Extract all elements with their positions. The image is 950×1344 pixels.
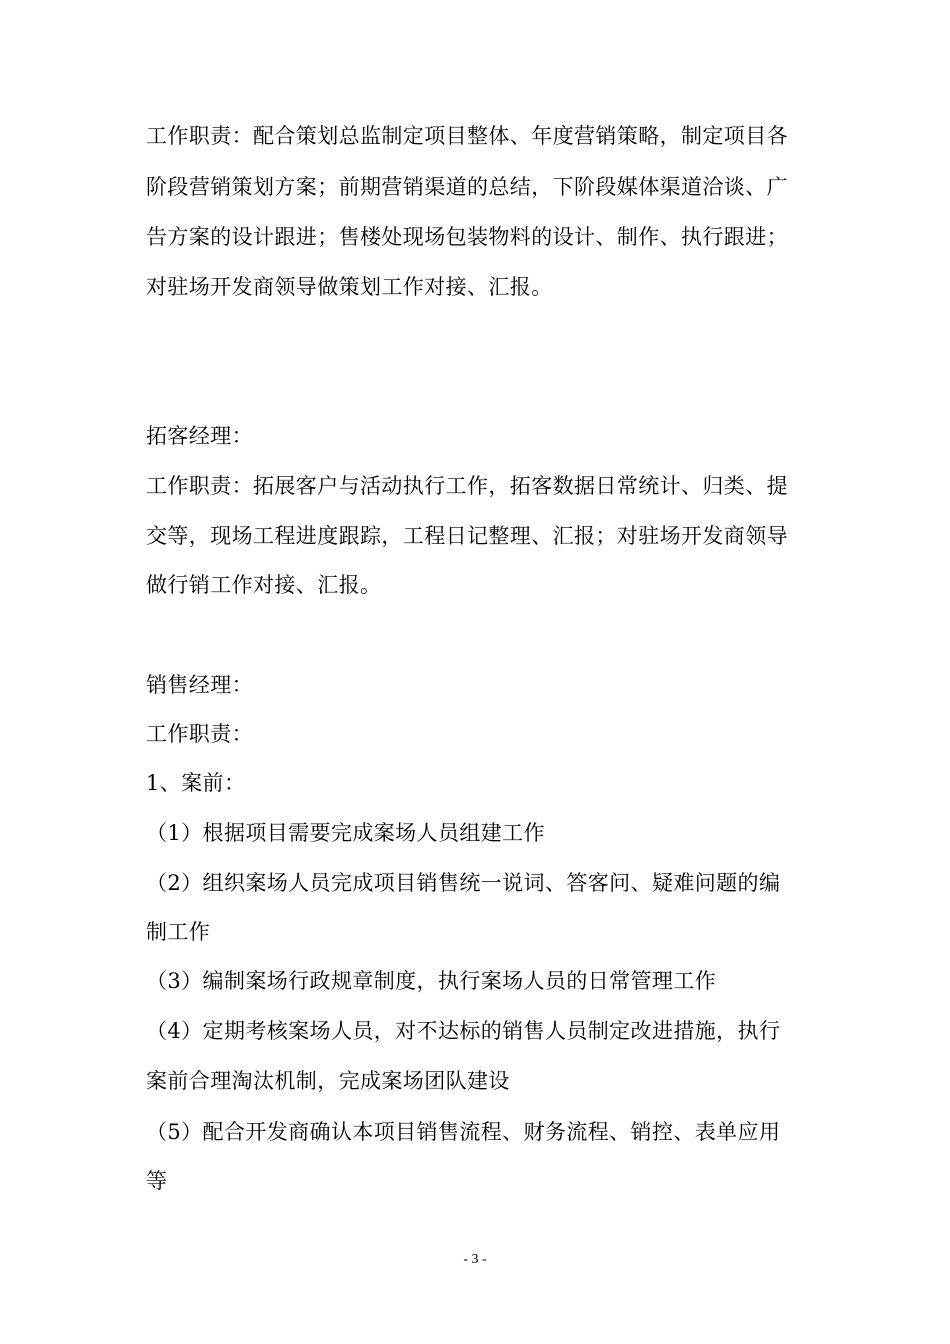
section3-duty-label: 工作职责： (146, 722, 253, 746)
section1-duty-line-3: 告方案的设计跟进；售楼处现场包装物料的设计、制作、执行跟进； (146, 225, 788, 249)
section3-item-line-6: 案前合理淘汰机制，完成案场团队建设 (146, 1069, 510, 1093)
section2-duty-line-2: 交等，现场工程进度跟踪，工程日记整理、汇报；对驻场开发商领导 (146, 524, 788, 548)
section3-subheading: 1、案前： (146, 771, 246, 795)
section3-item-line-1: （1）根据项目需要完成案场人员组建工作 (146, 821, 545, 845)
section3-title: 销售经理： (146, 673, 253, 697)
section3-item-line-8: 等 (146, 1169, 168, 1193)
page-number: - 3 - (463, 1252, 487, 1267)
section3-item-line-7: （5）配合开发商确认本项目销售流程、财务流程、销控、表单应用 (146, 1120, 781, 1144)
section2-duty-line-1: 工作职责：拓展客户与活动执行工作，拓客数据日常统计、归类、提 (146, 474, 788, 498)
section2-title: 拓客经理： (146, 424, 253, 448)
section3-item-line-3: 制工作 (146, 920, 211, 944)
section1-duty-line-4: 对驻场开发商领导做策划工作对接、汇报。 (146, 275, 553, 299)
section3-item-line-4: （3）编制案场行政规章制度，执行案场人员的日常管理工作 (146, 969, 717, 993)
section3-item-line-2: （2）组织案场人员完成项目销售统一说词、答客问、疑难问题的编 (146, 871, 781, 895)
section1-duty-line-2: 阶段营销策划方案；前期营销渠道的总结，下阶段媒体渠道洽谈、广 (146, 175, 788, 199)
section1-duty-line-1: 工作职责：配合策划总监制定项目整体、年度营销策略，制定项目各 (146, 124, 788, 148)
section2-duty-line-3: 做行销工作对接、汇报。 (146, 573, 382, 597)
section3-item-line-5: （4）定期考核案场人员，对不达标的销售人员制定改进措施，执行 (146, 1019, 781, 1043)
